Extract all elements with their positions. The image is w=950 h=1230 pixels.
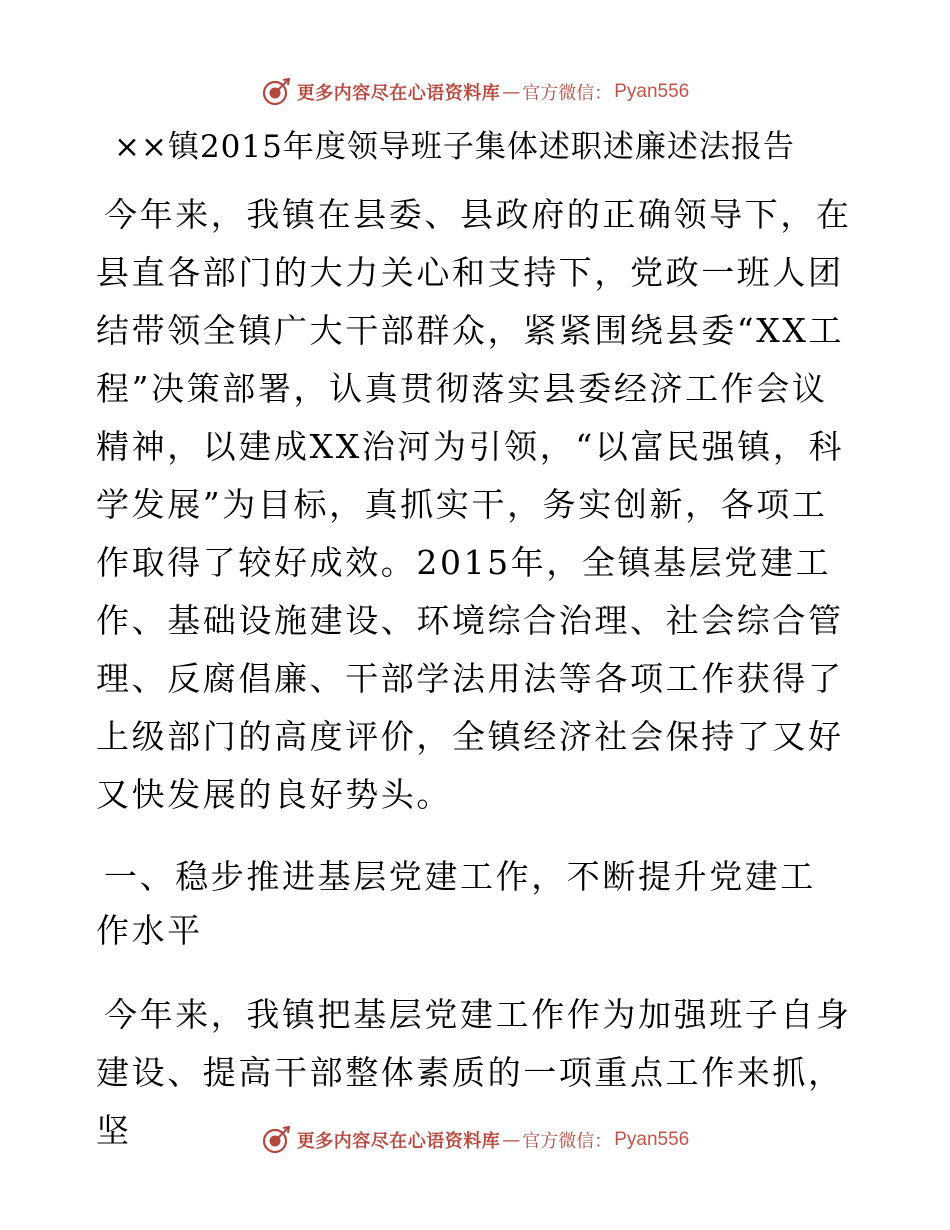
section-1-paragraph: 今年来，我镇把基层党建工作作为加强班子自身建设、提高干部整体素质的一项重点工作来抓，坚 — [96, 995, 852, 1150]
watermark-brand-text: 更多内容尽在心语资料库 — [296, 1131, 501, 1152]
watermark-wechat-label: 官方微信： — [522, 83, 613, 104]
watermark-wechat-label: 官方微信： — [522, 1131, 613, 1152]
watermark-banner-bottom — [0, 1118, 950, 1162]
document-body — [96, 122, 858, 1160]
watermark-separator: — — [502, 1129, 521, 1151]
watermark-brand-text: 更多内容尽在心语资料库 — [296, 83, 501, 104]
quill-logo-icon — [261, 1125, 291, 1155]
watermark-banner-top — [0, 70, 950, 114]
watermark-wechat-id: Pyan556 — [614, 1129, 690, 1150]
section-heading-1: 一、稳步推进基层党建工作，不断提升党建工作水平 — [96, 857, 816, 950]
document-title: ××镇2015年度领导班子集体述职述廉述法报告 — [114, 129, 795, 165]
intro-paragraph: 今年来，我镇在县委、县政府的正确领导下，在县直各部门的大力关心和支持下，党政一班人团结带领全镇广大干部群众，紧紧围绕县委“XX工程”决策部署，认真贯彻落实县委经济工作会议精神，以建成XX治河为引领，“以富民强镇，科学发展”为目标，真抓实干，务实创新，各项工作取得了较好成效。2015年，全镇基层党建工作、基础设施建设、环境综合治理、社会综合管理、反腐倡廉、干部学法用法等各项工作获得了上级部门的高度评价，全镇经济社会保持了又好又快发展的良好势头。 — [96, 195, 852, 814]
quill-logo-icon — [261, 77, 291, 107]
watermark-separator: — — [502, 81, 521, 103]
watermark-wechat-id: Pyan556 — [614, 81, 690, 102]
